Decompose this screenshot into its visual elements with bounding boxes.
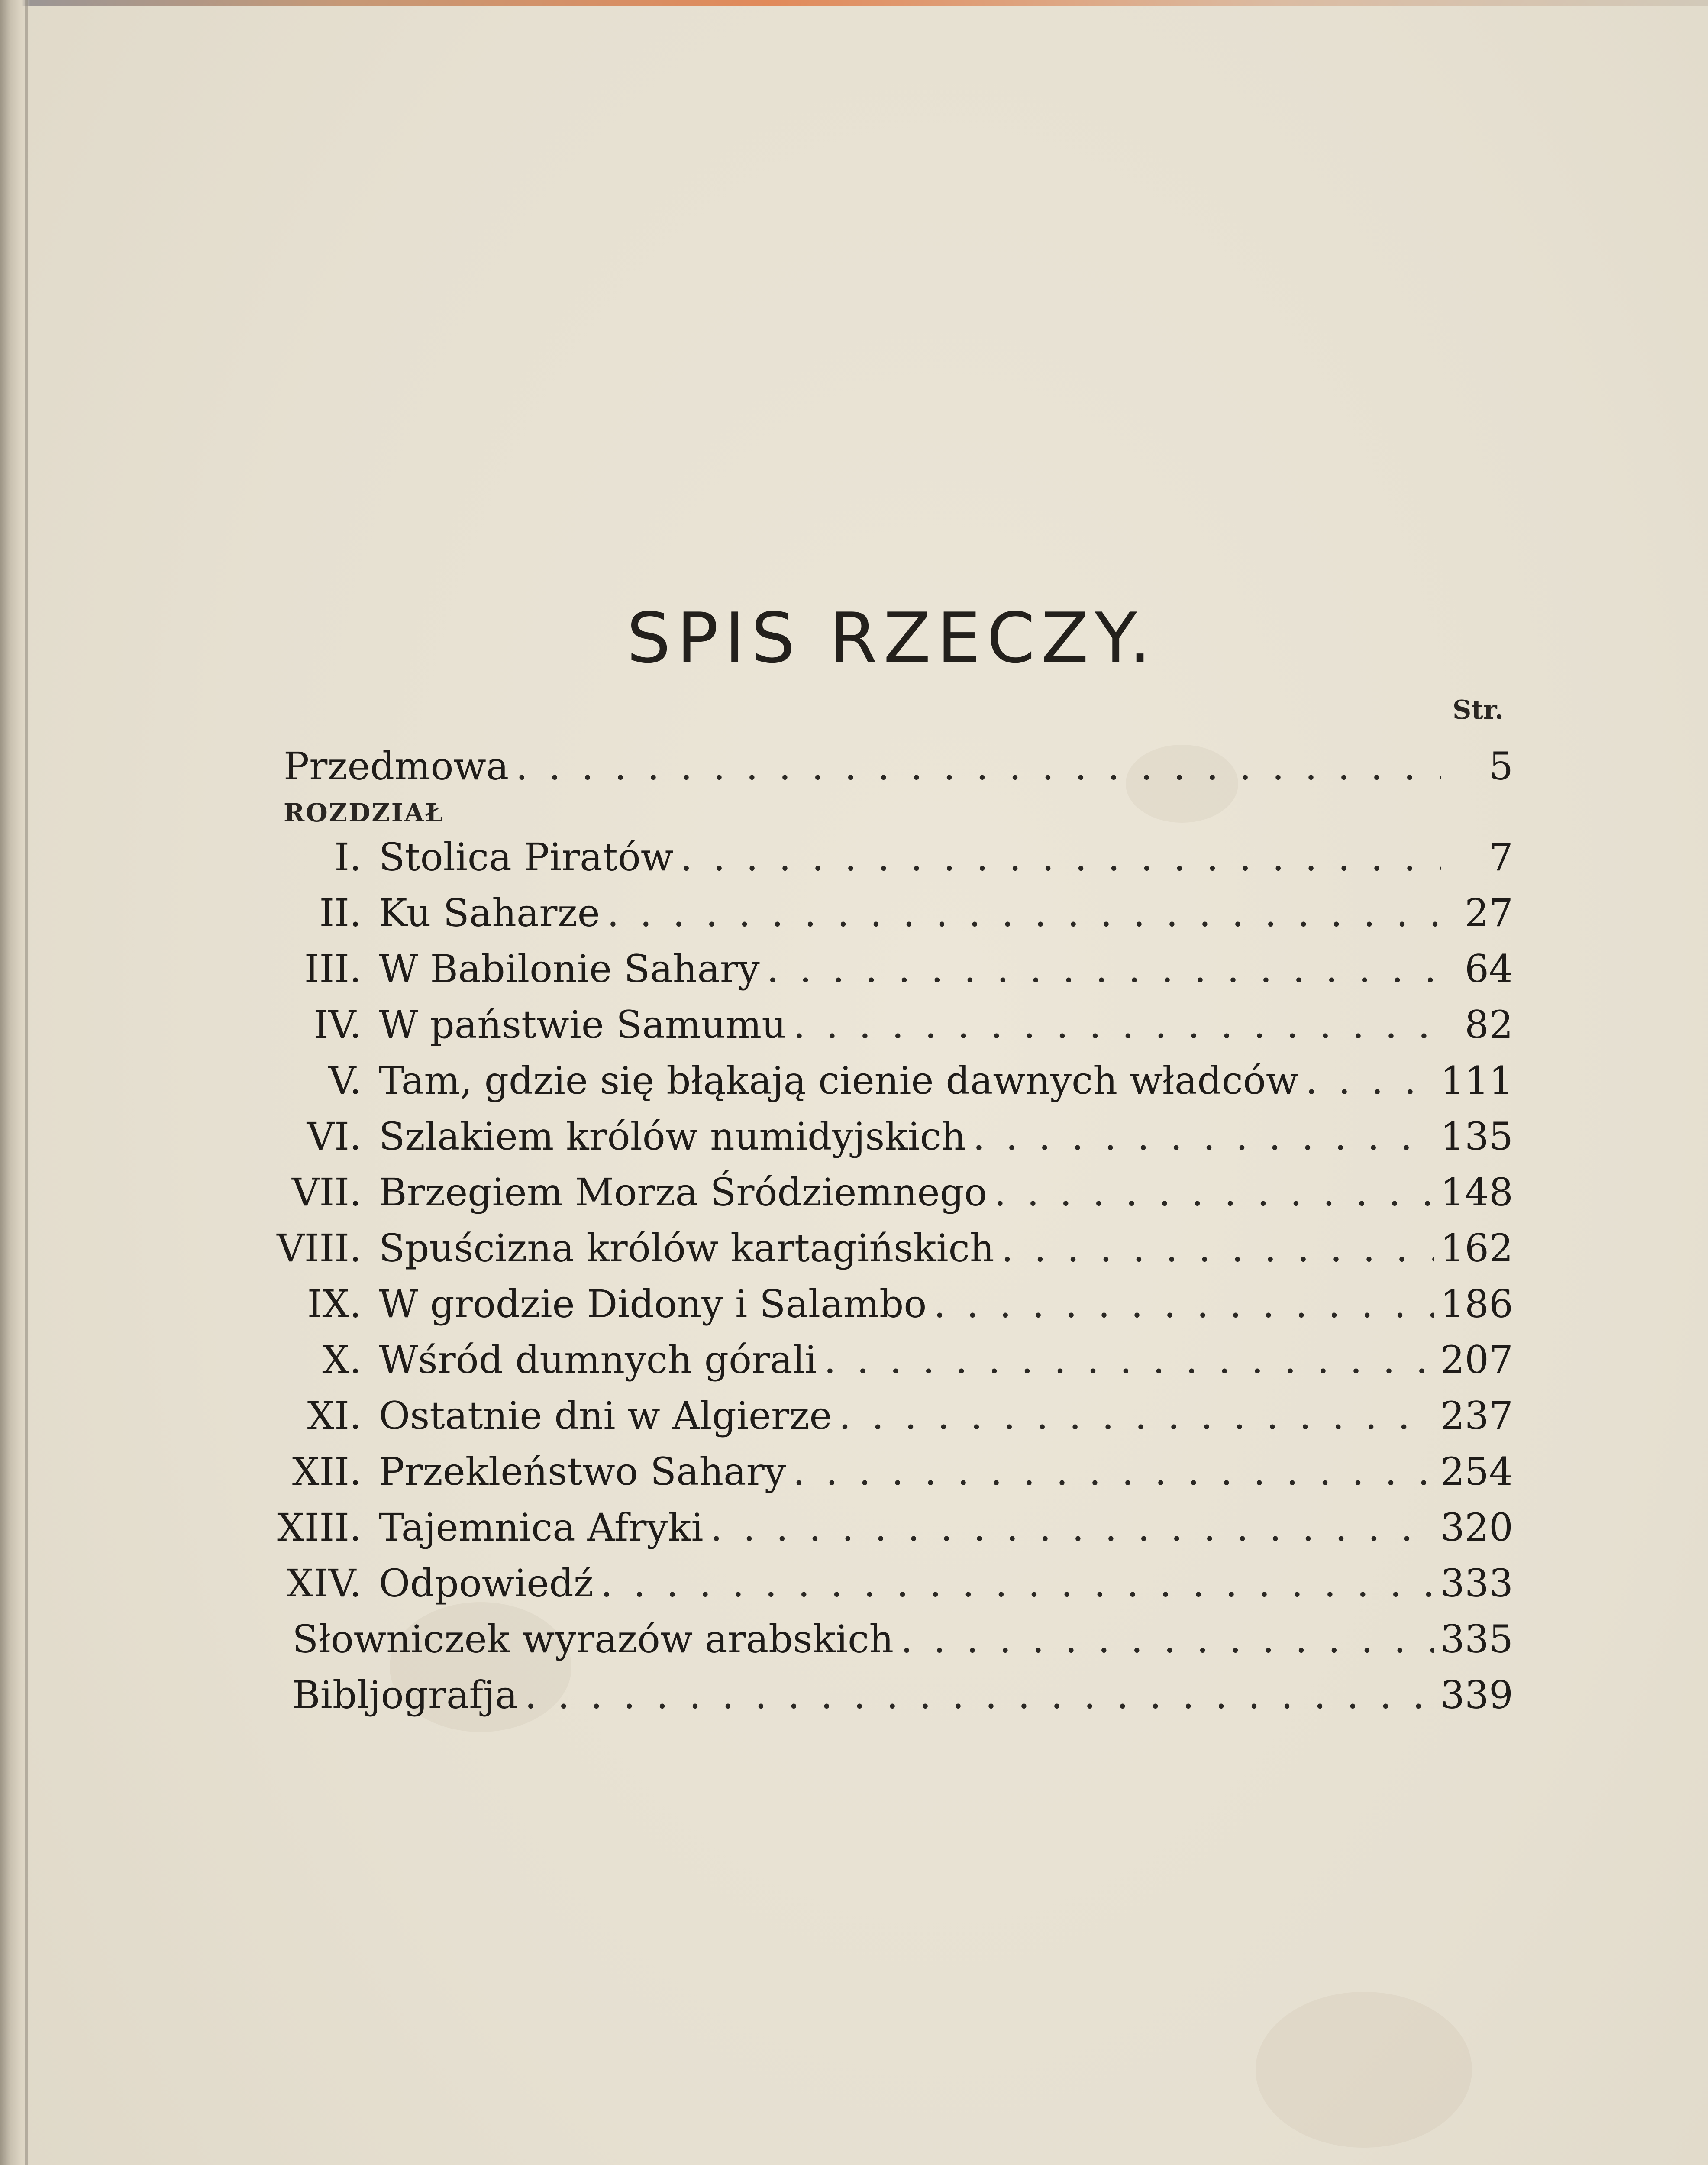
dot-leader: [710, 1504, 1434, 1551]
toc-entry-page: 7: [1489, 835, 1513, 879]
toc-entry-page: 254: [1440, 1449, 1513, 1494]
dot-leader: [1001, 1225, 1434, 1272]
toc-entry-chapter: [240, 889, 1513, 937]
chapter-number: VIII.: [277, 1226, 362, 1270]
toc-entry-glossary: [292, 1616, 1513, 1663]
chapter-number: XII.: [292, 1449, 362, 1494]
page-column-label: Str.: [1453, 695, 1504, 725]
toc-entry-page: 5: [1489, 744, 1513, 788]
toc-entry-page: 111: [1440, 1058, 1513, 1103]
toc-entry-chapter: [240, 1336, 1513, 1384]
toc-entry-chapter: [240, 1280, 1513, 1328]
toc-entry-page: 335: [1440, 1617, 1513, 1661]
toc-entry-page: 148: [1440, 1170, 1513, 1215]
page-top-edge: [0, 0, 1708, 6]
chapter-number: V.: [328, 1058, 362, 1103]
toc-entry-chapter: [240, 1169, 1513, 1216]
toc-entry-chapter: [240, 1392, 1513, 1440]
dot-leader: [767, 945, 1441, 993]
toc-entry-title: W grodzie Didony i Salambo: [379, 1282, 927, 1326]
toc-entry-chapter: [240, 1448, 1513, 1496]
toc-entry-chapter: [240, 1225, 1513, 1272]
chapter-number: XI.: [307, 1393, 362, 1438]
dot-leader: [680, 834, 1441, 881]
toc-entry-title: Szlakiem królów numidyjskich: [379, 1114, 966, 1159]
dot-leader: [994, 1169, 1434, 1216]
dot-leader: [516, 743, 1441, 790]
chapter-number: XIV.: [286, 1561, 362, 1606]
toc-entry-chapter: [240, 1113, 1513, 1160]
chapter-number: I.: [334, 835, 362, 879]
dot-leader: [933, 1280, 1434, 1328]
toc-entry-page: 207: [1440, 1338, 1513, 1382]
chapter-number: IV.: [313, 1002, 362, 1047]
dot-leader: [525, 1671, 1434, 1719]
toc-entry-title: Bibljografja: [292, 1673, 518, 1717]
chapter-number: VI.: [307, 1114, 362, 1159]
paper-stain: [1256, 1992, 1472, 2148]
chapter-number: II.: [319, 891, 362, 935]
page-title: SPIS RZECZY.: [626, 598, 1157, 679]
toc-entry-title: Przedmowa: [284, 744, 509, 788]
toc-entry-title: Odpowiedź: [379, 1561, 594, 1606]
dot-leader: [839, 1392, 1434, 1440]
toc-entry-page: 82: [1465, 1002, 1513, 1047]
toc-entry-title: Brzegiem Morza Śródziemnego: [379, 1170, 987, 1215]
toc-entry-chapter: [240, 1560, 1513, 1607]
toc-entry-chapter: [240, 1057, 1513, 1105]
chapter-number: X.: [322, 1338, 362, 1382]
chapter-number: IX.: [307, 1282, 362, 1326]
chapter-number: III.: [304, 947, 362, 991]
toc-entry-preface: [284, 743, 1513, 790]
toc-entry-page: 237: [1440, 1393, 1513, 1438]
toc-entry-title: Przekleństwo Sahary: [379, 1449, 786, 1494]
toc-entry-title: Ku Saharze: [379, 891, 600, 935]
toc-entry-chapter: [240, 1504, 1513, 1551]
dot-leader: [901, 1616, 1434, 1663]
toc-entry-page: 135: [1440, 1114, 1513, 1159]
toc-entry-title: Słowniczek wyrazów arabskich: [292, 1617, 894, 1661]
dot-leader: [601, 1560, 1434, 1607]
toc-entry-page: 320: [1440, 1505, 1513, 1550]
chapter-number: VII.: [291, 1170, 362, 1215]
chapter-number: XIII.: [277, 1505, 362, 1550]
toc-entry-title: W Babilonie Sahary: [379, 947, 760, 991]
dot-leader: [793, 1448, 1434, 1496]
toc-entry-title: Stolica Piratów: [379, 835, 674, 879]
toc-entry-chapter: [240, 834, 1513, 881]
dot-leader: [1305, 1057, 1434, 1105]
toc-entry-chapter: [240, 945, 1513, 993]
section-label: ROZDZIAŁ: [284, 798, 445, 827]
toc-entry-page: 64: [1465, 947, 1513, 991]
toc-entry-bibliography: [292, 1671, 1513, 1719]
toc-entry-page: 162: [1440, 1226, 1513, 1270]
toc-entry-page: 186: [1440, 1282, 1513, 1326]
toc-entry-page: 27: [1465, 891, 1513, 935]
toc-entry-title: Tam, gdzie się błąkają cienie dawnych władców: [379, 1058, 1299, 1103]
binding-line: [25, 0, 28, 2165]
dot-leader: [793, 1001, 1441, 1049]
toc-entry-title: W państwie Samumu: [379, 1002, 786, 1047]
toc-entry-page: 333: [1440, 1561, 1513, 1606]
toc-entry-chapter: [240, 1001, 1513, 1049]
dot-leader: [607, 889, 1441, 937]
dot-leader: [824, 1336, 1434, 1384]
toc-entry-title: Ostatnie dni w Algierze: [379, 1393, 832, 1438]
toc-entry-title: Tajemnica Afryki: [379, 1505, 704, 1550]
toc-entry-page: 339: [1440, 1673, 1513, 1717]
toc-entry-title: Wśród dumnych górali: [379, 1338, 817, 1382]
dot-leader: [973, 1113, 1434, 1160]
toc-entry-title: Spuścizna królów kartagińskich: [379, 1226, 994, 1270]
